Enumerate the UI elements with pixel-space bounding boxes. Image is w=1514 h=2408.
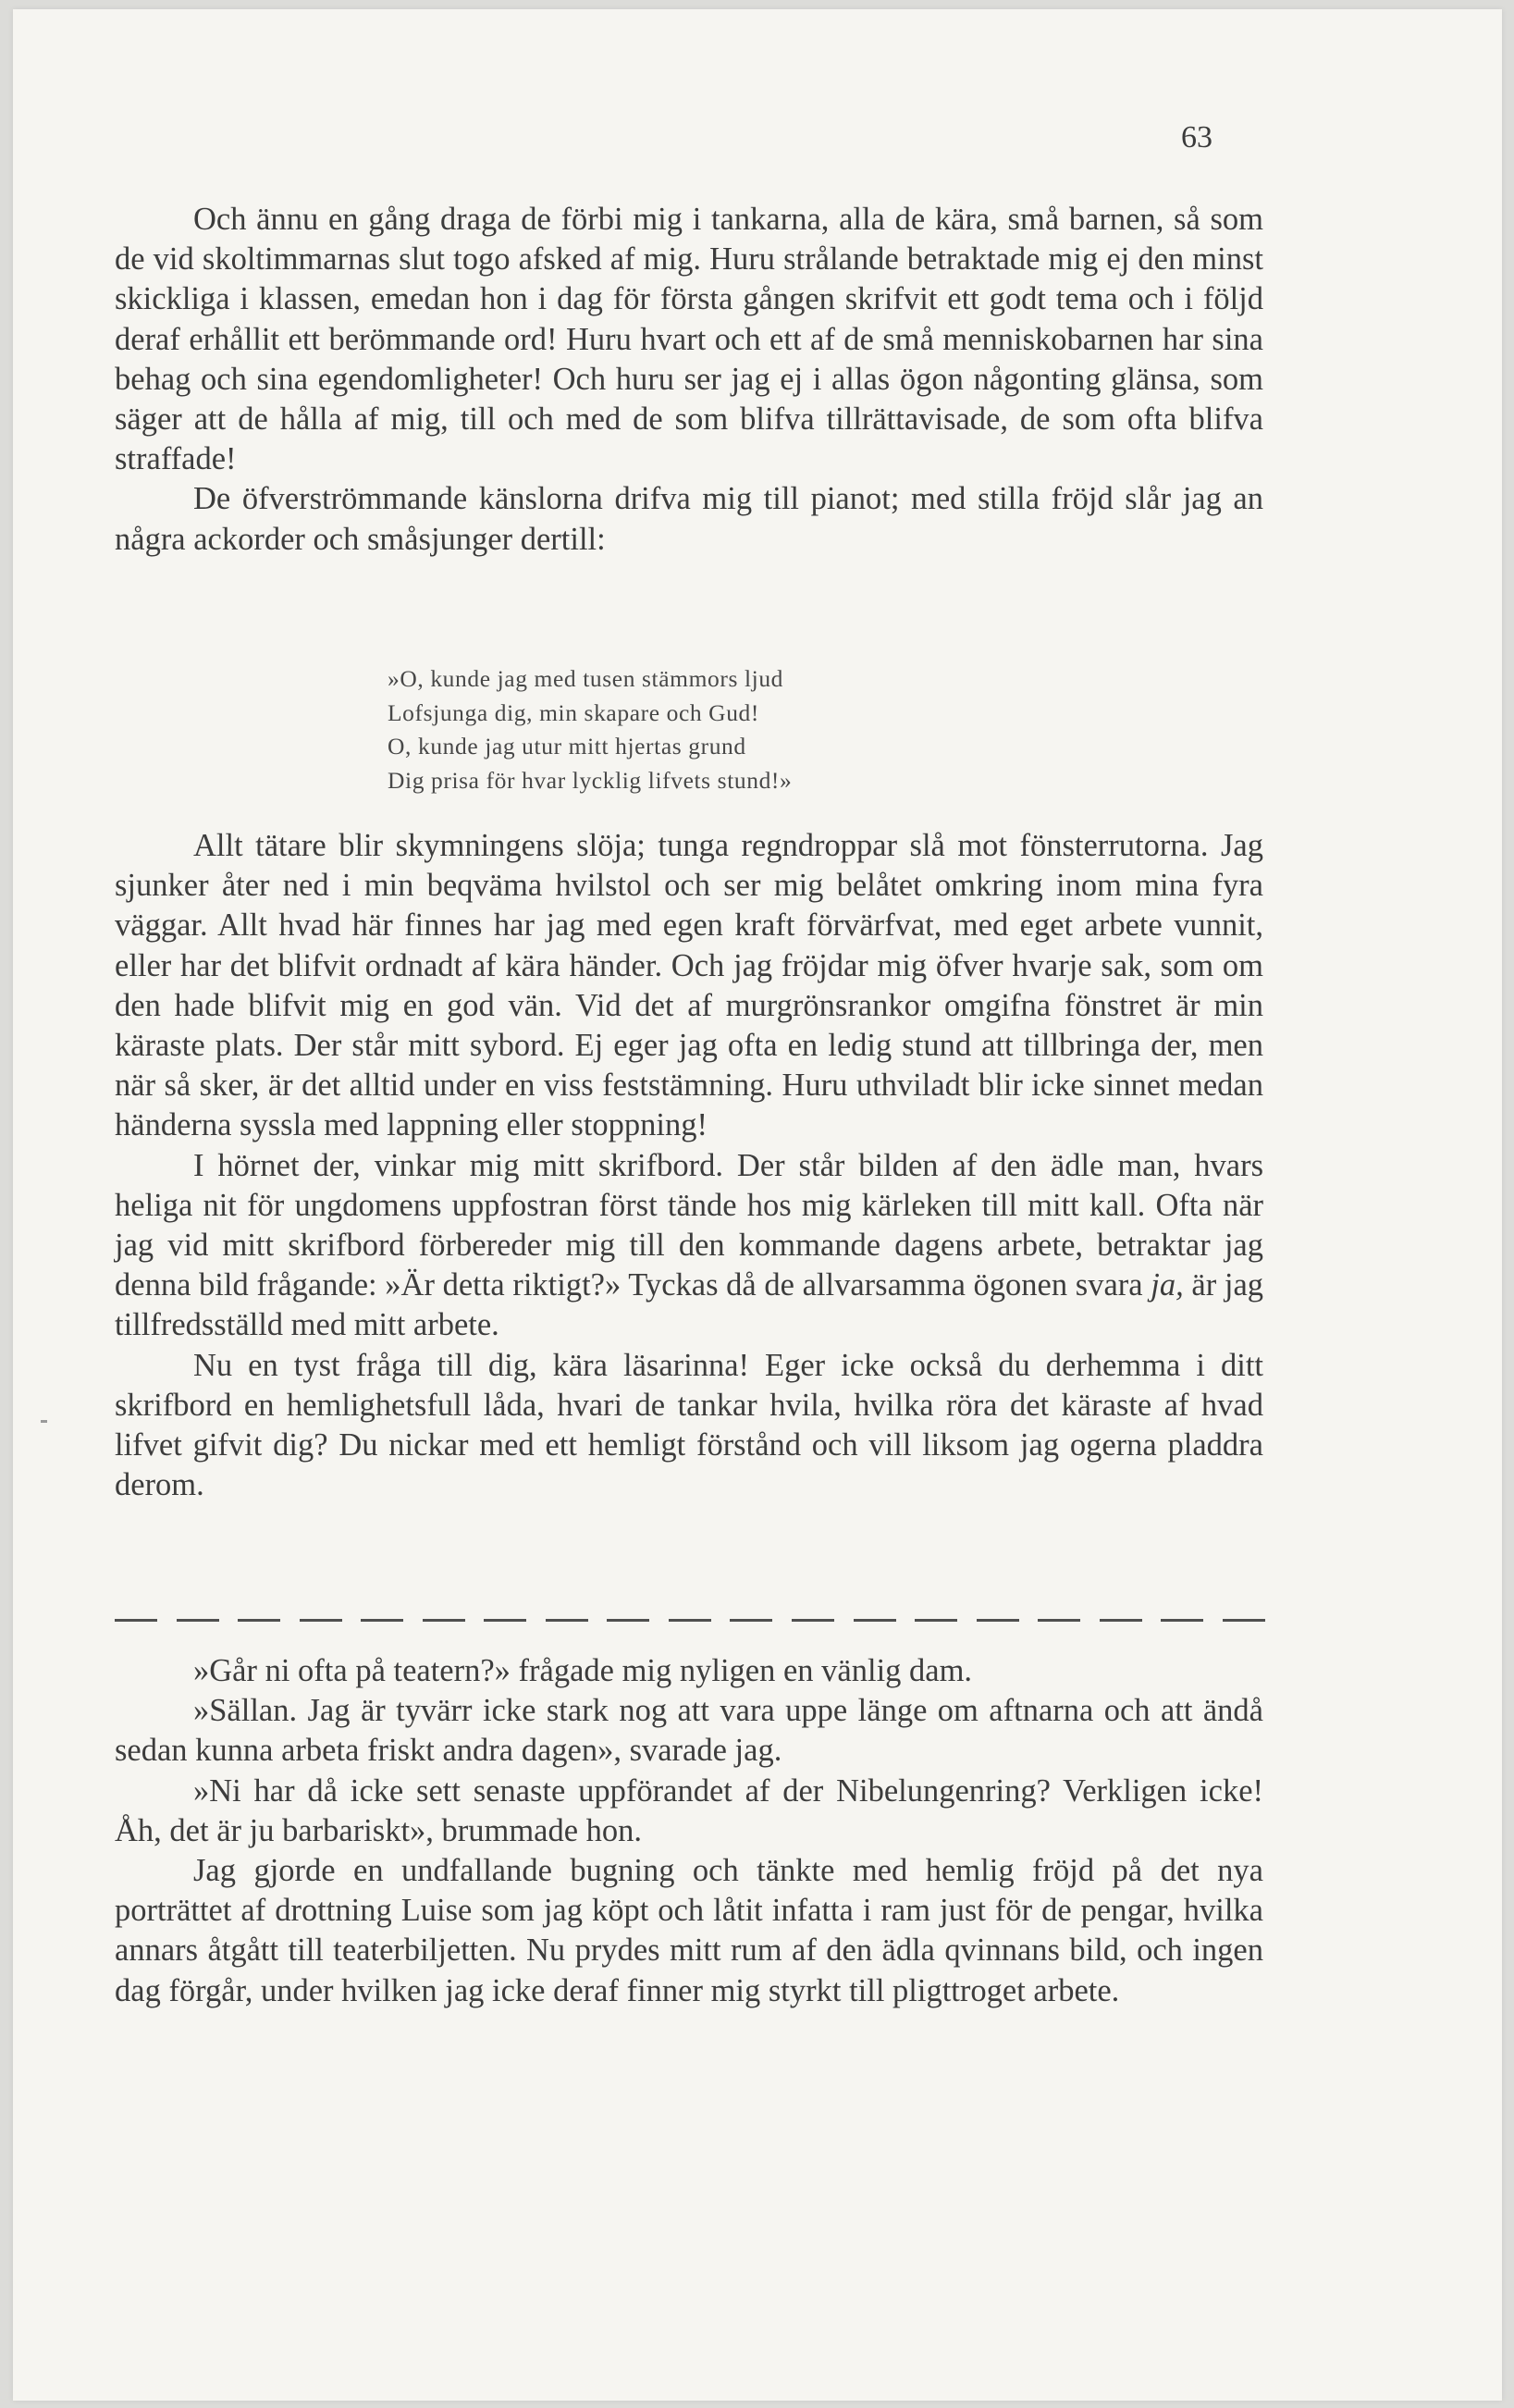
divider-dash xyxy=(115,1619,157,1622)
paragraph-reader-question: Nu en tyst fråga till dig, kära läsarinna! Eger icke också du derhemma i ditt skrifbord en hemlighetsfull låda, hvari de tankar hvila, hvilka röra det käraste af hvad lifvet gifvit dig? Du nickar med ett hemligt förstånd och vill liksom jag ogerna pladdra derom. xyxy=(115,1347,1263,1503)
paragraph-portrait: Jag gjorde en undfallande bugning och tänkte med hemlig fröjd på det nya porträttet af drottning Luise som jag köpt och låtit infatta i ram just för de pengar, hvilka annars åtgått till teaterbiljetten. Nu prydes mitt rum af den ädla qvinnans bild, och ingen dag förgår, under hvilken jag icke deraf finner mig styrkt till pligttroget arbete. xyxy=(115,1853,1263,2008)
divider-dash xyxy=(361,1619,403,1622)
divider-dash xyxy=(854,1619,896,1622)
divider-dash xyxy=(177,1619,219,1622)
text-block-theatre xyxy=(115,1651,1263,2011)
divider-dash xyxy=(730,1619,772,1622)
paragraph-writing-desk xyxy=(115,1146,1263,1346)
divider-dash xyxy=(423,1619,465,1622)
section-divider xyxy=(115,1619,1265,1624)
writing-desk-text: I hörnet der, vinkar mig mitt skrifbord. Der står bilden af den ädle man, hvars heliga nit för ungdomens uppfostran först tände hos mig kärleken till mitt kall. Ofta när jag vid mitt skrifbord förbereder mig till den kommande dagens arbete, betraktar jag denna bild frågande: »Är detta riktigt?» Tyckas då de allvarsamma ögonen svara xyxy=(115,1147,1263,1303)
divider-dash xyxy=(915,1619,957,1622)
paragraph-twilight: Allt tätare blir skymningens slöja; tunga regndroppar slå mot fönsterrutorna. Jag sjunker åter ned i min beqväma hvilstol och ser mig belåtet omkring inom mina fyra väggar. Allt hvad här finnes har jag med egen kraft förvärfvat, med eget arbete vunnit, eller har det blifvit ordnadt af kära händer. Och jag fröjdar mig öfver hvarje sak, som om den hade blifvit mig en god vän. Vid det af murgrönsrankor omgifna fönstret är min käraste plats. Der står mitt sybord. Ej eger jag ofta en ledig stund att tillbringa der, men när så sker, är det alltid under en viss feststämning. Huru uthviladt blir icke sinnet medan händerna syssla med lappning eller stoppning! xyxy=(115,828,1263,1143)
divider-dash xyxy=(1100,1619,1142,1622)
divider-dash xyxy=(484,1619,526,1622)
text-block-opening xyxy=(115,200,1263,560)
margin-mark xyxy=(41,1420,47,1423)
text-block-room xyxy=(115,826,1263,1505)
hymn-verse xyxy=(388,662,792,797)
divider-dash xyxy=(792,1619,834,1622)
page-number: 63 xyxy=(1181,120,1212,154)
divider-dash xyxy=(1161,1619,1203,1622)
divider-dash xyxy=(1223,1619,1265,1622)
divider-dash xyxy=(300,1619,342,1622)
paragraph-reply: »Sällan. Jag är tyvärr icke stark nog att vara uppe länge om aftnarna och att ändå sedan kunna arbeta friskt andra dagen», svarade jag. xyxy=(115,1693,1263,1769)
paragraph-children-memories: Och ännu en gång draga de förbi mig i tankarna, alla de kära, små barnen, så som de vid skoltimmarnas slut togo afsked af mig. Huru strålande betraktade mig ej den minst skickliga i klassen, emedan hon i dag för första gången skrifvit ett godt tema och i följd deraf erhållit ett berömmande ord! Huru hvart och ett af de små menniskobarnen har sina behag och sina egendomligheter! Och huru ser jag ej i allas ögon någonting glänsa, som säger att de hålla af mig, till och med de som blifva tillrättavisade, de som ofta blifva straffade! xyxy=(115,202,1263,477)
italic-ja: ja, xyxy=(1151,1267,1184,1303)
paragraph-theatre-question: »Går ni ofta på teatern?» frågade mig nyligen en vänlig dam. xyxy=(193,1653,973,1688)
verse-line-4: Dig prisa för hvar lycklig lifvets stund!» xyxy=(388,766,793,794)
divider-dash xyxy=(669,1619,711,1622)
verse-line-3: O, kunde jag utur mitt hjertas grund xyxy=(388,733,746,759)
paragraph-piano: De öfverströmmande känslorna drifva mig till pianot; med stilla fröjd slår jag an några ackorder och småsjunger dertill: xyxy=(115,481,1263,557)
divider-dash xyxy=(607,1619,649,1622)
divider-dash xyxy=(546,1619,588,1622)
book-page xyxy=(13,9,1502,2401)
paragraph-nibelungen: »Ni har då icke sett senaste uppförandet af der Nibelungenring? Verkligen icke! Åh, det är ju barbariskt», brummade hon. xyxy=(115,1772,1263,1848)
divider-dash xyxy=(238,1619,280,1622)
divider-dash xyxy=(977,1619,1019,1622)
verse-line-1: »O, kunde jag med tusen stämmors ljud xyxy=(388,665,784,692)
divider-dash xyxy=(1038,1619,1080,1622)
writing-desk-text-end: är jag tillfredsställd med mitt arbete. xyxy=(115,1267,1264,1343)
verse-line-2: Lofsjunga dig, min skapare och Gud! xyxy=(388,698,759,726)
